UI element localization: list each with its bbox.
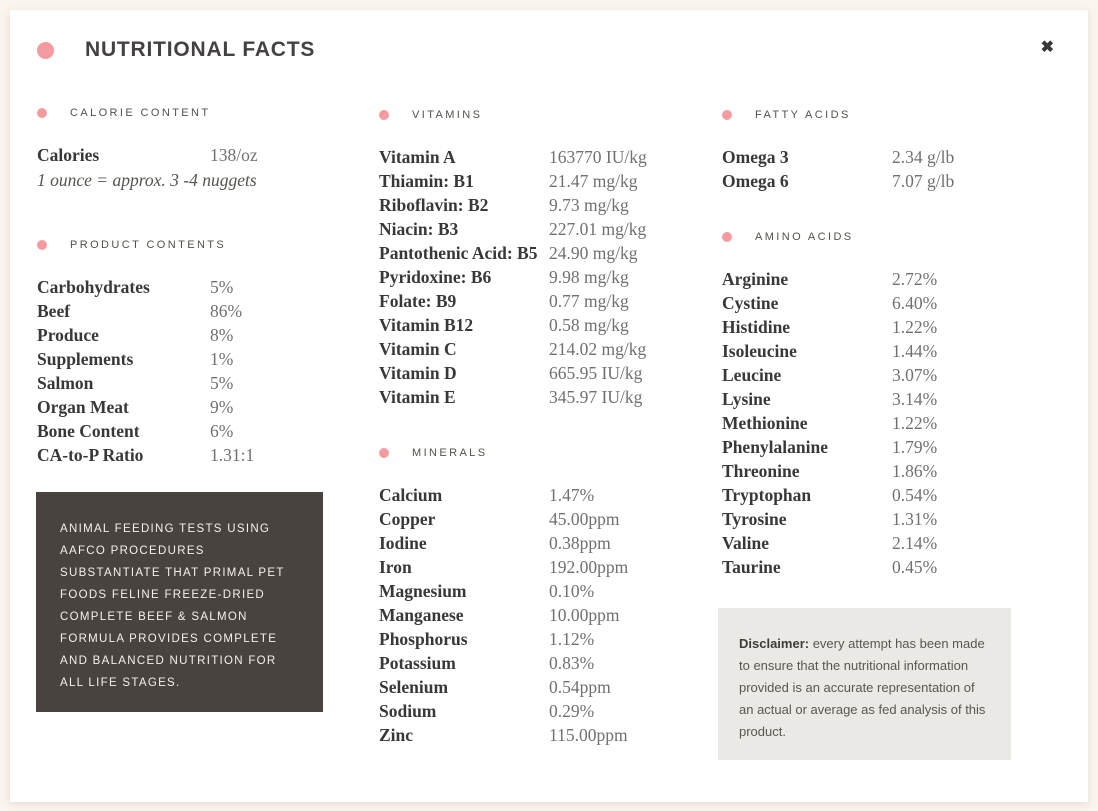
row-value: 45.00ppm bbox=[549, 509, 620, 529]
row-value: 9.98 mg/kg bbox=[549, 267, 629, 287]
row-value: 6.40% bbox=[892, 293, 938, 313]
table-row bbox=[722, 459, 1017, 483]
table-row bbox=[379, 169, 669, 193]
table-row bbox=[722, 169, 1017, 193]
table-row bbox=[37, 419, 337, 443]
row-label: Supplements bbox=[37, 349, 134, 369]
product-contents-rows bbox=[37, 275, 337, 467]
row-value: 0.54% bbox=[892, 485, 938, 505]
row-value: 3.14% bbox=[892, 389, 938, 409]
amino-acids-rows bbox=[722, 267, 1017, 579]
row-label: Phosphorus bbox=[379, 629, 468, 649]
row-label: Omega 3 bbox=[722, 147, 789, 167]
table-row bbox=[722, 315, 1017, 339]
table-row bbox=[37, 371, 337, 395]
row-value: 0.38ppm bbox=[549, 533, 611, 553]
row-value: 2.34 g/lb bbox=[892, 147, 955, 167]
table-row bbox=[379, 289, 669, 313]
aafco-statement-box bbox=[36, 492, 323, 712]
table-row bbox=[722, 435, 1017, 459]
table-row bbox=[379, 145, 669, 169]
section-heading bbox=[379, 108, 669, 122]
row-value: 163770 IU/kg bbox=[549, 147, 647, 167]
row-label: Calories bbox=[37, 145, 100, 165]
row-label: CA-to-P Ratio bbox=[37, 445, 144, 465]
row-label: Salmon bbox=[37, 373, 94, 393]
fatty-acids-rows bbox=[722, 145, 1017, 193]
section-heading bbox=[37, 238, 337, 252]
table-row bbox=[722, 387, 1017, 411]
table-row bbox=[37, 443, 337, 467]
section-product-contents bbox=[37, 238, 337, 467]
row-value: 9% bbox=[210, 397, 234, 417]
table-row bbox=[379, 193, 669, 217]
row-value: 1.44% bbox=[892, 341, 938, 361]
disclaimer-label: Disclaimer: bbox=[739, 636, 810, 651]
section-amino-acids bbox=[722, 230, 1017, 579]
row-value: 227.01 mg/kg bbox=[549, 219, 647, 239]
accent-dot-icon bbox=[37, 240, 47, 250]
row-label: Calcium bbox=[379, 485, 443, 505]
table-row bbox=[379, 507, 669, 531]
row-value: 10.00ppm bbox=[549, 605, 620, 625]
table-row bbox=[37, 275, 337, 299]
table-row bbox=[722, 291, 1017, 315]
table-row bbox=[37, 395, 337, 419]
table-row bbox=[379, 579, 669, 603]
row-label: Lysine bbox=[722, 389, 771, 409]
section-calorie-content bbox=[37, 106, 337, 192]
table-row bbox=[722, 507, 1017, 531]
row-value: 1.12% bbox=[549, 629, 595, 649]
row-value: 21.47 mg/kg bbox=[549, 171, 638, 191]
row-label: Potassium bbox=[379, 653, 456, 673]
row-label: Vitamin D bbox=[379, 363, 457, 383]
serving-note: 1 ounce = approx. 3 -4 nuggets bbox=[37, 170, 257, 190]
accent-dot-icon bbox=[722, 232, 732, 242]
table-row bbox=[722, 531, 1017, 555]
row-value: 0.10% bbox=[549, 581, 595, 601]
row-value: 345.97 IU/kg bbox=[549, 387, 643, 407]
table-row bbox=[722, 145, 1017, 169]
row-value: 86% bbox=[210, 301, 243, 321]
row-label: Zinc bbox=[379, 725, 414, 745]
row-value: 115.00ppm bbox=[549, 725, 628, 745]
section-label: AMINO ACIDS bbox=[755, 231, 854, 243]
row-label: Tyrosine bbox=[722, 509, 787, 529]
page-title: NUTRITIONAL FACTS bbox=[85, 38, 316, 61]
table-row bbox=[37, 347, 337, 371]
row-label: Vitamin B12 bbox=[379, 315, 474, 335]
accent-dot-icon bbox=[37, 42, 54, 59]
table-row bbox=[379, 531, 669, 555]
row-label: Vitamin E bbox=[379, 387, 456, 407]
section-fatty-acids bbox=[722, 108, 1017, 193]
section-label: FATTY ACIDS bbox=[755, 109, 851, 121]
row-value: 3.07% bbox=[892, 365, 938, 385]
section-label: VITAMINS bbox=[412, 109, 483, 121]
row-value: 1.22% bbox=[892, 413, 938, 433]
table-row bbox=[379, 603, 669, 627]
table-row bbox=[379, 361, 669, 385]
section-vitamins bbox=[379, 108, 669, 409]
row-label: Selenium bbox=[379, 677, 449, 697]
row-label: Produce bbox=[37, 325, 99, 345]
close-icon[interactable]: ✖ bbox=[1037, 36, 1058, 60]
row-label: Taurine bbox=[722, 557, 781, 577]
row-label: Organ Meat bbox=[37, 397, 129, 417]
table-row bbox=[722, 555, 1017, 579]
accent-dot-icon bbox=[37, 108, 47, 118]
row-value: 9.73 mg/kg bbox=[549, 195, 629, 215]
row-value: 1.86% bbox=[892, 461, 938, 481]
row-label: Omega 6 bbox=[722, 171, 789, 191]
row-value: 5% bbox=[210, 373, 234, 393]
row-label: Phenylalanine bbox=[722, 437, 828, 457]
section-heading bbox=[37, 106, 337, 120]
table-row bbox=[379, 217, 669, 241]
row-value: 8% bbox=[210, 325, 234, 345]
row-label: Threonine bbox=[722, 461, 800, 481]
table-row bbox=[379, 723, 669, 747]
table-row bbox=[722, 267, 1017, 291]
row-value: 0.54ppm bbox=[549, 677, 611, 697]
table-row bbox=[379, 313, 669, 337]
section-label: CALORIE CONTENT bbox=[70, 107, 211, 119]
row-label: Bone Content bbox=[37, 421, 140, 441]
row-label: Valine bbox=[722, 533, 770, 553]
row-value: 24.90 mg/kg bbox=[549, 243, 638, 263]
row-value: 7.07 g/lb bbox=[892, 171, 955, 191]
disclaimer-box bbox=[718, 608, 1011, 760]
table-row bbox=[379, 337, 669, 361]
table-row bbox=[379, 265, 669, 289]
section-heading bbox=[722, 230, 1017, 244]
section-label: PRODUCT CONTENTS bbox=[70, 239, 227, 251]
table-row bbox=[379, 651, 669, 675]
calorie-rows bbox=[37, 143, 337, 167]
row-label: Pantothenic Acid: B5 bbox=[379, 243, 538, 263]
row-value: 0.58 mg/kg bbox=[549, 315, 629, 335]
row-value: 1.22% bbox=[892, 317, 938, 337]
table-row bbox=[379, 675, 669, 699]
nutritional-facts-panel bbox=[10, 10, 1088, 802]
minerals-rows bbox=[379, 483, 669, 747]
section-minerals bbox=[379, 446, 669, 747]
row-label: Pyridoxine: B6 bbox=[379, 267, 492, 287]
row-label: Sodium bbox=[379, 701, 437, 721]
table-row bbox=[722, 483, 1017, 507]
row-value: 1.47% bbox=[549, 485, 595, 505]
row-value: 214.02 mg/kg bbox=[549, 339, 647, 359]
row-value: 1.31:1 bbox=[210, 445, 255, 465]
row-value: 665.95 IU/kg bbox=[549, 363, 643, 383]
row-value: 5% bbox=[210, 277, 234, 297]
row-label: Isoleucine bbox=[722, 341, 797, 361]
row-label: Tryptophan bbox=[722, 485, 812, 505]
row-value: 0.77 mg/kg bbox=[549, 291, 629, 311]
row-label: Arginine bbox=[722, 269, 789, 289]
section-heading bbox=[379, 446, 669, 460]
section-label: MINERALS bbox=[412, 447, 488, 459]
row-label: Thiamin: B1 bbox=[379, 171, 474, 191]
row-label: Beef bbox=[37, 301, 71, 321]
row-value: 192.00ppm bbox=[549, 557, 629, 577]
table-row bbox=[379, 699, 669, 723]
table-row bbox=[379, 241, 669, 265]
row-label: Histidine bbox=[722, 317, 791, 337]
table-row bbox=[722, 339, 1017, 363]
row-label: Vitamin A bbox=[379, 147, 456, 167]
row-label: Leucine bbox=[722, 365, 782, 385]
row-value: 2.14% bbox=[892, 533, 938, 553]
row-value: 1.31% bbox=[892, 509, 938, 529]
panel-header bbox=[37, 38, 315, 62]
row-label: Magnesium bbox=[379, 581, 467, 601]
row-label: Copper bbox=[379, 509, 436, 529]
aafco-statement-text: ANIMAL FEEDING TESTS USING AAFCO PROCEDURES SUBSTANTIATE THAT PRIMAL PET FOODS FELINE FREEZE-DRIED COMPLETE BEEF & SALMON FORMULA PROVIDES COMPLETE AND BALANCED NUTRITION FOR ALL LIFE STAGES. bbox=[60, 523, 285, 689]
vitamins-rows bbox=[379, 145, 669, 409]
accent-dot-icon bbox=[379, 448, 389, 458]
table-row bbox=[37, 323, 337, 347]
section-heading bbox=[722, 108, 1017, 122]
accent-dot-icon bbox=[379, 110, 389, 120]
row-value: 2.72% bbox=[892, 269, 938, 289]
table-row bbox=[37, 299, 337, 323]
row-value: 6% bbox=[210, 421, 234, 441]
table-row bbox=[379, 483, 669, 507]
table-row bbox=[722, 411, 1017, 435]
table-row bbox=[379, 385, 669, 409]
row-label: Riboflavin: B2 bbox=[379, 195, 489, 215]
row-value: 0.45% bbox=[892, 557, 938, 577]
row-label: Carbohydrates bbox=[37, 277, 150, 297]
table-row bbox=[379, 627, 669, 651]
row-label: Iodine bbox=[379, 533, 427, 553]
row-value: 1.79% bbox=[892, 437, 938, 457]
row-label: Iron bbox=[379, 557, 412, 577]
accent-dot-icon bbox=[722, 110, 732, 120]
row-value: 0.83% bbox=[549, 653, 595, 673]
row-label: Folate: B9 bbox=[379, 291, 457, 311]
row-label: Vitamin C bbox=[379, 339, 457, 359]
table-row bbox=[379, 555, 669, 579]
row-label: Manganese bbox=[379, 605, 464, 625]
row-value: 138/oz bbox=[210, 145, 258, 165]
row-label: Cystine bbox=[722, 293, 779, 313]
row-value: 1% bbox=[210, 349, 234, 369]
disclaimer-body: every attempt has been made to ensure that the nutritional information provided is an accurate representation of an actual or average as fed analysis of this product. bbox=[739, 636, 986, 739]
table-row bbox=[37, 143, 337, 167]
table-row bbox=[722, 363, 1017, 387]
row-label: Methionine bbox=[722, 413, 808, 433]
row-value: 0.29% bbox=[549, 701, 595, 721]
disclaimer-text bbox=[739, 633, 990, 743]
row-label: Niacin: B3 bbox=[379, 219, 459, 239]
